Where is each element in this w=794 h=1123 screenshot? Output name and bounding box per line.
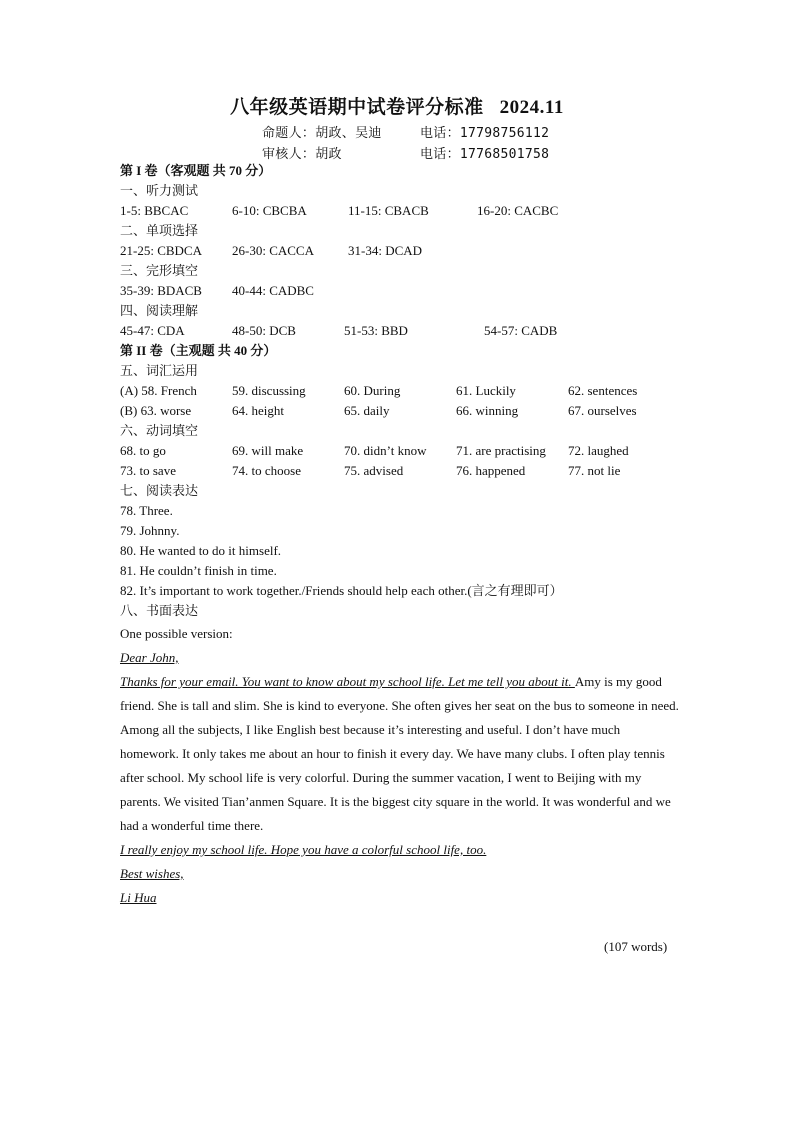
- answer-item: 64. height: [232, 403, 284, 418]
- section2-title: 二、单项选择: [120, 223, 199, 238]
- setter-line: [262, 122, 550, 141]
- answer-item: 71. are practising: [456, 443, 546, 458]
- answer-item: 77. not lie: [568, 463, 621, 478]
- answer-group: 48-50: DCB: [232, 323, 296, 338]
- answer-item: 62. sentences: [568, 383, 638, 398]
- answer-item: (B) 63. worse: [120, 403, 192, 418]
- model-essay: [120, 622, 680, 910]
- section3-title: 三、完形填空: [120, 263, 199, 278]
- essay-greeting: Dear John,: [120, 650, 179, 665]
- answer-item: 65. daily: [344, 403, 390, 418]
- essay-intro: One possible version:: [120, 626, 233, 641]
- answer-item: 76. happened: [456, 463, 526, 478]
- essay-paragraph-1: [120, 670, 680, 718]
- answer-group: 40-44: CADBC: [232, 283, 314, 298]
- answer-line: 82. It’s important to work together./Friends should help each other.(言之有理即可）: [120, 583, 563, 598]
- answer-group: 1-5: BBCAC: [120, 203, 189, 218]
- answer-group: 21-25: CBDCA: [120, 243, 202, 258]
- part2-heading: 第 II 卷（主观题 共 40 分）: [120, 343, 277, 358]
- essay-paragraph-2: Among all the subjects, I like English best because it’s interesting and useful. I don’t have much homework. It only takes me about an hour to finish it every day. We have many clubs. I often play tennis after school. My school life is very colorful. During the summer vacation, I went to Beijing with my parents. We visited Tian’anmen Square. It is the biggest city square in the world. It was wonderful and we had a wonderful time there.: [120, 722, 671, 833]
- answer-item: 60. During: [344, 383, 401, 398]
- answer-line: 79. Johnny.: [120, 523, 180, 538]
- setter-phone: 电话：17798756112: [420, 126, 550, 141]
- answer-group: 26-30: CACCA: [232, 243, 314, 258]
- answer-group: 51-53: BBD: [344, 323, 408, 338]
- answer-item: 61. Luckily: [456, 383, 516, 398]
- answer-item: 70. didn’t know: [344, 443, 427, 458]
- answer-item: 67. ourselves: [568, 403, 637, 418]
- essay-signature: Li Hua: [120, 890, 157, 905]
- reviewer-label: 审核人：胡政: [262, 147, 342, 162]
- answer-group: 35-39: BDACB: [120, 283, 202, 298]
- section6-title: 六、动词填空: [120, 423, 199, 438]
- section4-title: 四、阅读理解: [120, 303, 199, 318]
- section8-title: 八、书面表达: [120, 603, 199, 618]
- essay-closing: I really enjoy my school life. Hope you have a colorful school life, too.: [120, 842, 487, 857]
- answer-group: 31-34: DCAD: [348, 243, 423, 258]
- answer-item: 66. winning: [456, 403, 519, 418]
- answer-item: 75. advised: [344, 463, 404, 478]
- setter-label: 命题人：胡政、吴迪: [262, 126, 382, 141]
- answer-group: 11-15: CBACB: [348, 203, 429, 218]
- answer-item: 74. to choose: [232, 463, 301, 478]
- section7-title: 七、阅读表达: [120, 483, 199, 498]
- title-date: 2024.11: [499, 97, 564, 118]
- answer-group: 54-57: CADB: [484, 323, 558, 338]
- answer-item: 69. will make: [232, 443, 304, 458]
- reviewer-phone: 电话：17768501758: [420, 147, 550, 162]
- answer-item: 68. to go: [120, 443, 166, 458]
- essay-signoff: Best wishes,: [120, 866, 184, 881]
- title-text: 八年级英语期中试卷评分标准: [230, 97, 484, 118]
- document-title: [0, 92, 794, 119]
- answer-group: 6-10: CBCBA: [232, 203, 307, 218]
- answer-line: 80. He wanted to do it himself.: [120, 543, 282, 558]
- answer-item: 73. to save: [120, 463, 176, 478]
- word-count: (107 words): [604, 939, 668, 954]
- answer-line: 81. He couldn’t finish in time.: [120, 563, 277, 578]
- essay-opening-sentence: Thanks for your email. You want to know about my school life. Let me tell you about it.: [120, 674, 575, 689]
- answer-group: 16-20: CACBC: [477, 203, 559, 218]
- answer-group: 45-47: CDA: [120, 323, 185, 338]
- section5-title: 五、词汇运用: [120, 363, 199, 378]
- part1-heading: 第 I 卷（客观题 共 70 分）: [120, 163, 272, 178]
- answer-line: 78. Three.: [120, 503, 173, 518]
- answer-item: (A) 58. French: [120, 383, 197, 398]
- answer-item: 72. laughed: [568, 443, 629, 458]
- section1-title: 一、听力测试: [120, 183, 199, 198]
- answer-item: 59. discussing: [232, 383, 306, 398]
- essay-paragraph-1-body: Amy is my good friend. She is tall and slim. She is kind to everyone. She often gives her seat on the bus to someone in need.: [120, 674, 679, 713]
- reviewer-line: [262, 143, 550, 162]
